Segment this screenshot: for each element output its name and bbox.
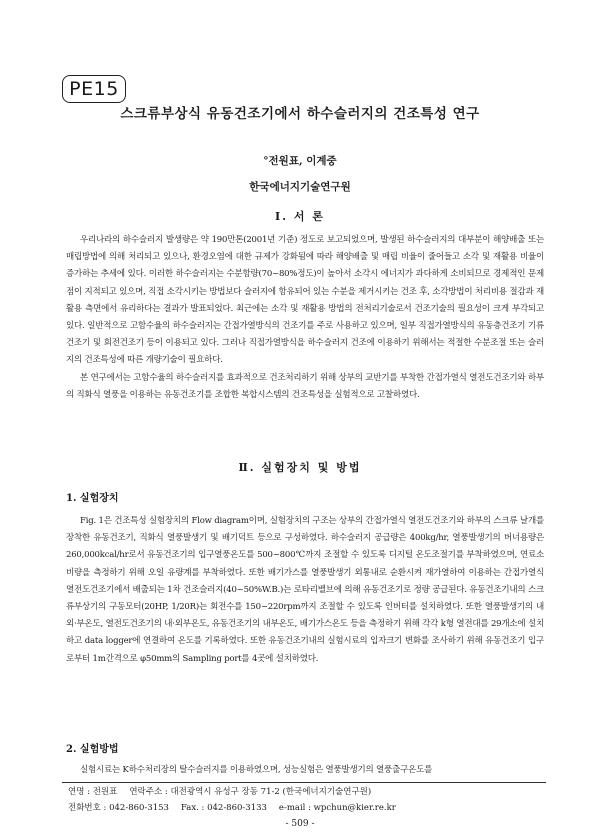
footer-divider bbox=[62, 782, 546, 783]
section-heading-methods: Ⅱ. 실험장치 및 방법 bbox=[238, 461, 362, 474]
paper-code-badge: PE15 bbox=[62, 75, 126, 103]
section-heading-intro: Ⅰ. 서 론 bbox=[275, 210, 325, 223]
affiliation: 한국에너지기술연구원 bbox=[249, 181, 351, 193]
page-number: - 509 - bbox=[285, 819, 315, 829]
intro-paragraph-1: 우리나라의 하수슬러지 발생량은 약 190만톤(2001년 기준) 정도로 보고되었으며, 발생된 하수슬러지의 대부분이 해양배출 또는 매립방법에 의해 처리되고 있으나, 환경오염에 대한 규제가 강화됨에 따라 해양배출 및 매립 비율이 줄어들고 소각 및 재활용 비율이 증가하는 추세에 있다. 이러한 하수슬러지는 수분함량(70~80%정도)이 높아서 소각시 에너지가 과다하게 소비되므로 경제적인 문제점이 지적되고 있으며, 직접 소각시키는 방법보다 슬러지에 함유되어 있는 수분을 제거시키는 건조 후, 소각방법이 처리비용 절감과 재활용 측면에서 유리하다는 결과가 발표되었다. 최근에는 소각 및 재활용 방법의 전처리기술로서 건조기술의 필요성이 크게 부각되고 있다. 일반적으로 고함수율의 하수슬러지는 간접가열방식의 건조기를 주로 사용하고 있으며, 일부 직접가열방식의 유동층건조기 기류건조기 및 회전건조기 등이 이용되고 있다. 그러나 직접가열방식을 하수슬러지 건조에 이용하기 위해서는 적절한 수분조절 또는 슬러지의 건조특성에 따른 개량기술이 필요하다. bbox=[66, 235, 544, 366]
intro-body bbox=[66, 232, 544, 404]
method-paragraph: 실험시료는 K하수처리장의 탈수슬러지를 이용하였으며, 성능실험은 열풍발생기의 열풍출구온도를 bbox=[80, 765, 433, 775]
subsection-heading-method: 2. 실험방법 bbox=[66, 744, 119, 755]
authors: °전원표, 이계중 bbox=[263, 155, 337, 167]
apparatus-body bbox=[66, 513, 544, 668]
footer-author: 연명 : 전원표 bbox=[68, 787, 118, 797]
method-body bbox=[66, 762, 544, 779]
paper-title: 스크류부상식 유동건조기에서 하수슬러지의 건조특성 연구 bbox=[120, 106, 480, 122]
footer-address: 연락주소 : 대전광역시 유성구 장동 71-2 (한국에너지기술연구원) bbox=[129, 787, 372, 797]
intro-paragraph-2: 본 연구에서는 고함수율의 하수슬러지를 효과적으로 건조처리하기 위해 상부의 교반기를 부착한 간접가열식 열전도건조기와 하부의 직화식 열풍을 이용하는 유동건조기를 조합한 복합시스템의 건조특성을 실험적으로 고찰하였다. bbox=[66, 372, 544, 400]
footer-contact bbox=[68, 784, 548, 816]
footer-phone: 전화번호 : 042-860-3153 bbox=[68, 803, 169, 813]
footer-email: e-mail : wpchun@kier.re.kr bbox=[278, 803, 396, 813]
apparatus-paragraph: Fig. 1은 건조특성 실험장치의 Flow diagram이며, 실험장치의 구조는 상부의 간접가열식 열전도건조기와 하부의 스크류 날개를 장착한 유동건조기, 직화식 열풍발생기 및 배기덕트 등으로 구성하였다. 하수슬러지 공급량은 400kg/hr, 열풍발생기의 버너용량은 260,000kcal/hr로서 유동건조기의 입구열풍온도를 500~800℃까지 조절할 수 있도록 디지털 온도조절기를 부착하였으며, 연료소비량을 측정하기 위해 오일 유량계를 부착하였다. 또한 배기가스를 열풍발생기 외통내로 순환시켜 재가열하여 이용하는 간접가열식 열전도건조기에서 배출되는 1차 건조슬러지(40~50%W.B.)는 로타리밸브에 의해 유동건조기로 정량 공급된다. 유동건조기내의 스크류부상기의 구동모터(20HP, 1/20R)는 회전수를 150~220rpm까지 조절할 수 있도록 인버터를 설치하였다. 또한 열풍발생기의 내외·부온도, 열전도건조기의 내·외부온도, 유동건조기의 내부온도, 배기가스온도 등을 측정하기 위해 각각 k형 열전대를 29개소에 설치하고 data logger에 연결하여 온도를 기록하였다. 또한 유동건조기내의 실험시료의 입자크기 변화를 조사하기 위해 유동건조기 입구로부터 1m간격으로 φ50mm의 Sampling port를 4곳에 설치하였다. bbox=[66, 516, 544, 664]
footer-fax: Fax. : 042-860-3133 bbox=[180, 803, 267, 813]
subsection-heading-apparatus: 1. 실험장치 bbox=[66, 493, 119, 504]
